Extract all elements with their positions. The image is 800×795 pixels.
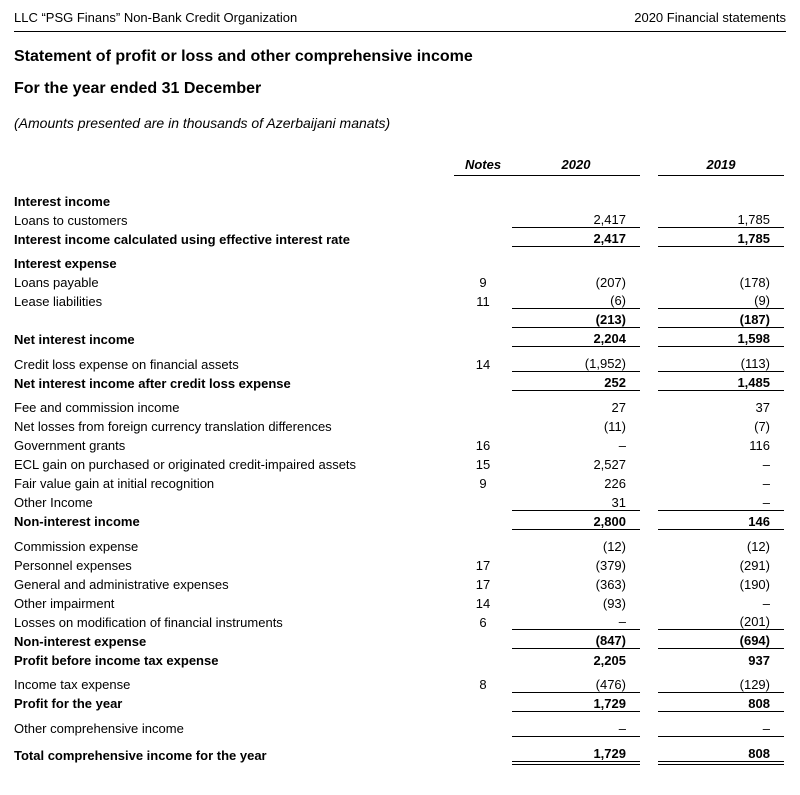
column-gap [640,668,658,693]
table-row [14,592,784,611]
row-value-2020: (363) [595,576,626,592]
column-gap [640,309,658,328]
row-note: 14 [475,356,491,372]
row-value-2019: – [762,476,770,491]
row-note [454,391,512,416]
table-row [14,472,784,491]
column-gap [640,630,658,649]
row-label [14,309,454,328]
row-label: ECL gain on purchased or originated credit-impaired assets [14,457,357,472]
table-row [14,491,784,510]
table-row [14,190,784,209]
column-gap [640,592,658,611]
row-value-2019: 116 [749,438,770,453]
row-note [454,711,512,736]
row-value-2019: (12) [746,538,770,554]
row-label: Losses on modification of financial instruments [14,614,283,630]
statement-title: Statement of profit or loss and other comprehensive income [14,48,473,65]
row-value-2020: 2,204 [512,328,640,347]
row-note: 9 [479,476,487,491]
row-label: Net losses from foreign currency translation differences [14,419,332,434]
document-header [14,6,786,32]
row-value-2019: (7) [754,419,770,434]
row-value-2020: (1,952) [512,347,640,372]
row-value-2020: (93) [602,595,626,611]
table-row [14,630,784,649]
table-row [14,649,784,668]
column-gap [640,554,658,573]
table-row [14,453,784,472]
row-value-2019: 808 [658,736,784,763]
row-value-2019: (113) [658,347,784,372]
row-label: Fair value gain at initial recognition [14,476,215,491]
row-value-2019: 37 [755,400,770,415]
column-gap [640,328,658,347]
row-value-2019 [658,247,784,271]
row-label: Government grants [14,438,126,453]
table-row [14,554,784,573]
table-row [14,309,784,328]
row-note [454,649,512,668]
row-value-2019: (201) [658,611,784,630]
row-value-2020: (213) [512,309,640,328]
row-note: 17 [475,576,491,592]
row-label: Fee and commission income [14,400,180,415]
table-row [14,271,784,290]
column-gap [640,711,658,736]
row-value-2019: (129) [658,668,784,693]
row-note: 16 [475,438,491,453]
column-gap [640,692,658,711]
row-value-2019: 808 [658,692,784,711]
row-value-2020: (12) [602,538,626,554]
row-value-2020: (847) [512,630,640,649]
row-note [454,630,512,649]
row-note: 9 [479,274,487,290]
row-note [454,228,512,247]
row-label: Non-interest expense [14,633,147,649]
table-row [14,372,784,391]
statement-body [14,176,784,763]
row-value-2020: 252 [512,372,640,391]
row-label: Other impairment [14,595,115,611]
column-gap [640,247,658,271]
row-note [454,247,512,271]
row-label: Interest income calculated using effective interest rate [14,231,350,247]
table-row [14,510,784,529]
column-header-2020: 2020 [512,157,640,176]
table-row [14,247,784,271]
column-gap [640,472,658,491]
row-note [454,510,512,529]
row-label: Interest income [14,193,111,209]
row-value-2020: 2,800 [512,510,640,529]
row-note: 17 [475,557,491,573]
row-label: Net interest income [14,331,135,347]
row-value-2019: 937 [748,652,770,668]
row-value-2020: 1,729 [512,736,640,763]
column-header-notes: Notes [454,157,512,176]
profit-loss-table [14,157,784,765]
row-label: Loans payable [14,274,99,290]
row-value-2019: 1,485 [658,372,784,391]
row-note: 6 [479,614,487,630]
row-label: Personnel expenses [14,557,132,573]
column-gap [640,228,658,247]
row-value-2019: (291) [739,557,770,573]
table-row [14,611,784,630]
column-gap [640,453,658,472]
row-value-2020: 2,205 [593,652,626,668]
row-value-2020: (379) [595,557,626,573]
row-value-2019: 1,785 [658,209,784,228]
table-row [14,415,784,434]
row-label: Profit before income tax expense [14,652,219,668]
row-note [454,372,512,391]
row-value-2020: (6) [512,290,640,309]
statement-subtitle: For the year ended 31 December [14,80,262,97]
row-note [454,529,512,554]
row-label: Profit for the year [14,696,123,711]
row-label: Other comprehensive income [14,721,184,736]
row-value-2019 [658,190,784,209]
column-gap [640,510,658,529]
row-note: 8 [479,677,487,692]
column-gap [640,290,658,309]
table-row [14,434,784,453]
row-note [454,736,512,763]
row-note: 15 [475,457,491,472]
table-header-row [14,157,784,176]
row-label: Loans to customers [14,212,128,228]
row-value-2019: – [658,491,784,510]
row-note [454,190,512,209]
row-value-2020: 27 [611,400,626,415]
table-row [14,573,784,592]
row-value-2020: 2,417 [512,228,640,247]
header-spacer-row [14,176,784,190]
table-row [14,228,784,247]
row-label: General and administrative expenses [14,576,229,592]
row-value-2020: (207) [595,274,626,290]
row-value-2020: (476) [512,668,640,693]
table-row [14,529,784,554]
column-gap [640,271,658,290]
row-value-2020: 2,527 [593,457,626,472]
column-gap [640,491,658,510]
column-gap [640,529,658,554]
row-label: Net interest income after credit loss expense [14,375,291,391]
row-value-2019: (694) [658,630,784,649]
table-row [14,328,784,347]
row-label: Other Income [14,495,93,510]
row-note [454,415,512,434]
row-label: Non-interest income [14,514,140,529]
column-gap [640,415,658,434]
row-value-2020 [512,247,640,271]
header-company-name: LLC “PSG Finans” Non-Bank Credit Organization [14,10,298,25]
row-label: Interest expense [14,255,117,271]
column-gap [640,611,658,630]
row-value-2020 [512,190,640,209]
row-label: Lease liabilities [14,293,103,309]
row-value-2020: 226 [604,476,626,491]
column-gap [640,157,658,176]
row-value-2019: – [762,457,770,472]
row-value-2020: – [618,438,626,453]
row-label: Income tax expense [14,677,131,692]
row-note [454,328,512,347]
row-value-2019: (178) [739,274,770,290]
column-gap [640,190,658,209]
column-header-2019: 2019 [658,157,784,176]
row-value-2020: 31 [512,491,640,510]
row-note [454,692,512,711]
column-gap [640,736,658,763]
row-value-2019: (9) [658,290,784,309]
column-gap [640,372,658,391]
row-note: 11 [476,293,490,309]
row-value-2019: 1,598 [658,328,784,347]
table-row [14,736,784,763]
row-value-2019: 146 [658,510,784,529]
table-row [14,290,784,309]
row-value-2019: (190) [739,576,770,592]
column-gap [640,209,658,228]
table-row [14,692,784,711]
row-value-2019: 1,785 [658,228,784,247]
table-row [14,668,784,693]
table-row [14,391,784,416]
row-value-2019: – [658,711,784,736]
column-gap [640,649,658,668]
table-row [14,711,784,736]
header-report-name: 2020 Financial statements [634,10,786,25]
row-value-2019: (187) [658,309,784,328]
row-note [454,309,512,328]
table-row [14,347,784,372]
row-value-2020: – [512,711,640,736]
column-gap [640,391,658,416]
row-value-2020: 2,417 [512,209,640,228]
row-note: 14 [475,595,491,611]
row-note [454,491,512,510]
column-header-empty [14,157,454,176]
row-label: Commission expense [14,538,139,554]
row-note [454,209,512,228]
row-label: Credit loss expense on financial assets [14,356,239,372]
table-row [14,209,784,228]
column-gap [640,347,658,372]
row-value-2020: 1,729 [512,692,640,711]
amounts-note: (Amounts presented are in thousands of Azerbaijani manats) [14,115,391,131]
row-label: Total comprehensive income for the year [14,747,267,763]
column-gap [640,573,658,592]
row-value-2020: – [512,611,640,630]
row-value-2020: (11) [603,419,626,434]
row-value-2019: – [762,595,770,611]
column-gap [640,434,658,453]
